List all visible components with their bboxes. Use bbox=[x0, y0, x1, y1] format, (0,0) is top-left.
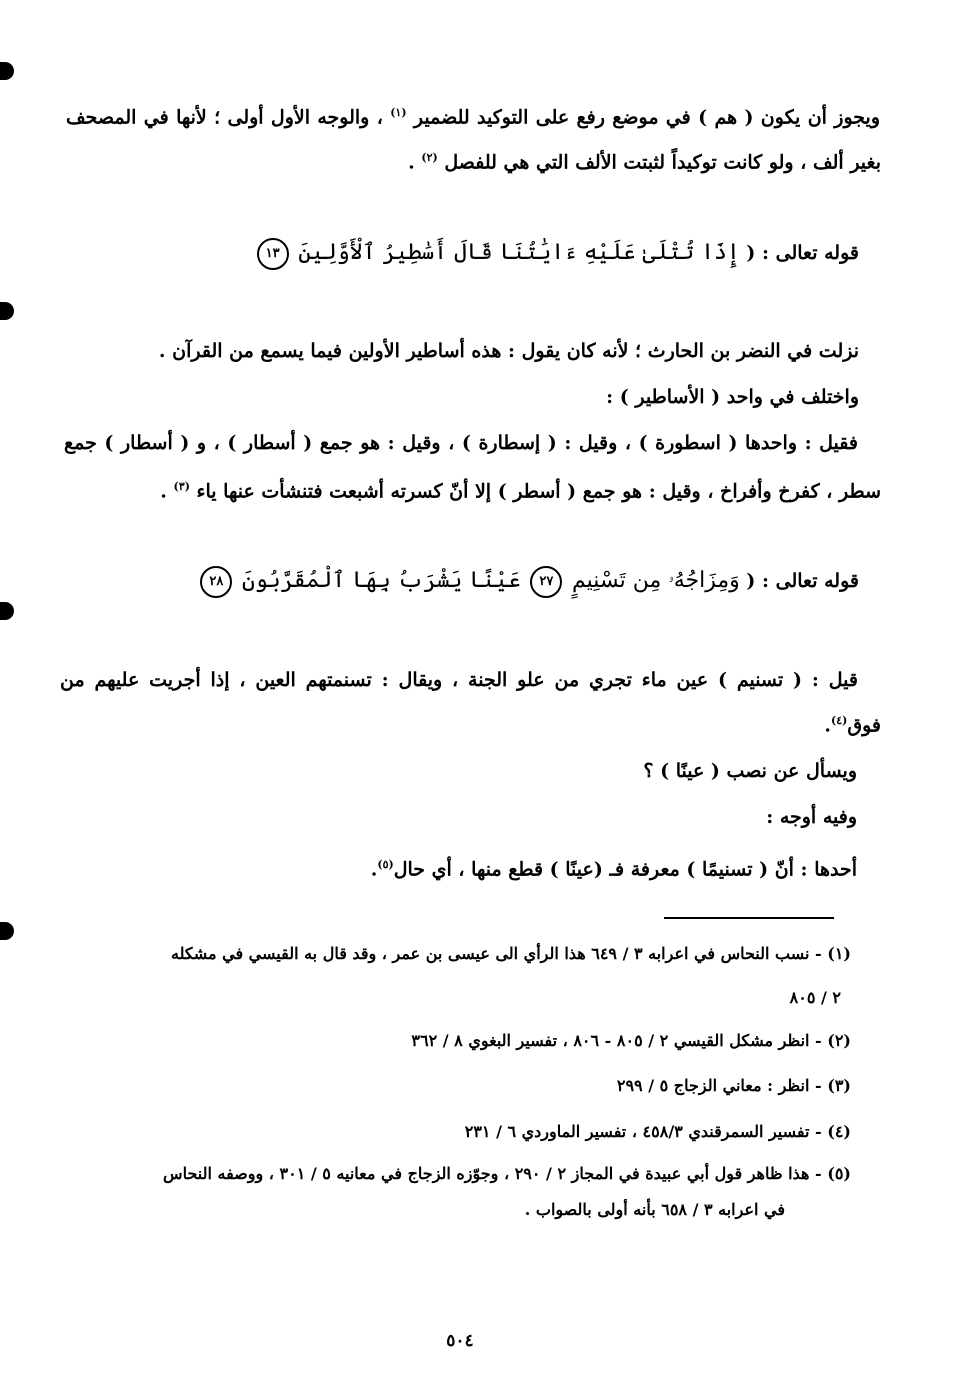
footnote-ref: (١) bbox=[390, 106, 407, 119]
text-line: فقيل : واحدها ( اسطورة ) ، وقيل : ( إسطارة ) ، وقيل : هو جمع ( أسطار ) ، و ( أسطار ) جمع bbox=[64, 432, 858, 454]
footnote bbox=[465, 1118, 851, 1146]
footnote-number: (٣) bbox=[827, 1076, 851, 1095]
punch-hole-mark bbox=[0, 62, 14, 80]
footnote-ref: (٢) bbox=[421, 151, 438, 164]
footnote bbox=[163, 1160, 851, 1188]
text-line: قيل : ( تسنيم ) عين ماء تجري من علو الجنة ، ويقال : تسنمتهم العين ، إذا أجريت عليهم من bbox=[60, 669, 858, 691]
page-number: ٥٠٤ bbox=[446, 1331, 474, 1351]
punch-hole-mark bbox=[0, 602, 14, 620]
ayah-number-marker: ٢٨ bbox=[200, 566, 232, 598]
footnote-number: (٤) bbox=[827, 1122, 851, 1141]
verse-text: إِذَا تُتْلَىٰ عَلَيْهِ ءَايَٰتُنَا قَالَ أَسَٰطِيرُ ٱلْأَوَّلِينَ bbox=[298, 240, 740, 265]
text-line: ويسأل عن نصب ( عينًا ) ؟ bbox=[643, 760, 857, 782]
footnote bbox=[411, 1027, 851, 1055]
footnote-text: - نسب النحاس في اعرابه ٣ / ٦٤٩ هذا الرأي الى عيسى بن عمر ، وقد قال به القيسي في مشكله bbox=[171, 944, 822, 963]
quran-verse-heading: قوله تعالى : ( إِذَا تُتْلَىٰ عَلَيْهِ ءَايَٰتُنَا قَالَ أَسَٰطِيرُ ٱلْأَوَّلِينَ ١٣ bbox=[254, 238, 859, 270]
text-line: أحدها : أنّ ( تسنيمًا ) معرفة فـ (عينًا ) قطع منها ، أي حال$^{(٥)}$. bbox=[370, 858, 857, 881]
text-line: ويجوز أن يكون ( هم ) في موضع رفع على التوكيد للضمير $^{(١)}$ ، والوجه الأول أولى ؛ لأنها في المصحف bbox=[66, 106, 880, 129]
footnote-continuation: ٢ / ٨٠٥ bbox=[789, 988, 841, 1007]
text-line: فوق$^{(٤)}$. bbox=[824, 714, 881, 737]
footnote-text: - هذا ظاهر قول أبي عبيدة في المجاز ٢ / ٢٩٠ ، وجوّزه الزجاج في معانيه ٥ / ٣٠١ ، ووصفه النحاس bbox=[163, 1164, 822, 1183]
text-line: سطر ، كفرخ وأفراخ ، وقيل : هو جمع ( أسطر ) إلا أنّ كسرته أشبعت فتنشأت عنها ياء $^{(٣)}$ . bbox=[160, 480, 881, 503]
footnote-text: - تفسير السمرقندي ٤٥٨/٣ ، تفسير الماوردي ٦ / ٢٣١ bbox=[464, 1122, 822, 1141]
footnote-number: (٢) bbox=[827, 1031, 851, 1050]
text-line: نزلت في النضر بن الحارث ؛ لأنه كان يقول : هذه أساطير الأولين فيما يسمع من القرآن . bbox=[158, 340, 859, 362]
quran-verse-heading: قوله تعالى : ( وَمِزَاجُهُۥ مِن تَسْنِيمٍ ٢٧ عَيْنًا يَشْرَبُ بِهَا ٱلْمُقَرَّبُونَ ٢٨ bbox=[197, 566, 859, 598]
ayah-number-marker: ١٣ bbox=[257, 238, 289, 270]
footnote-text: - انظر : معاني الزجاج ٥ / ٢٩٩ bbox=[616, 1076, 822, 1095]
footnote bbox=[617, 1072, 851, 1100]
text-line: بغير ألف ، ولو كانت توكيداً لثبتت الألف التي هي للفصل $^{(٢)}$ . bbox=[408, 151, 881, 174]
ayah-number-marker: ٢٧ bbox=[530, 566, 562, 598]
verse-text: وَمِزَاجُهُۥ مِن تَسْنِيمٍ bbox=[572, 568, 740, 593]
text-line: واختلف في واحد ( الأساطير ) : bbox=[606, 386, 859, 408]
footnote-ref: (٣) bbox=[173, 480, 190, 493]
punch-hole-mark bbox=[0, 922, 14, 940]
footnote-text: - انظر مشكل القيسي ٢ / ٨٠٥ - ٨٠٦ ، تفسير البغوي ٨ / ٣٦٢ bbox=[411, 1031, 822, 1050]
footnote-ref: (٥) bbox=[377, 858, 394, 871]
footnote-separator bbox=[664, 917, 834, 919]
footnote-continuation: في اعرابه ٣ / ٦٥٨ بأنه أولى بالصواب . bbox=[524, 1200, 785, 1219]
verse-text: عَيْنًا يَشْرَبُ بِهَا ٱلْمُقَرَّبُونَ bbox=[241, 568, 521, 593]
footnote-number: (١) bbox=[827, 944, 851, 963]
punch-hole-mark bbox=[0, 302, 14, 320]
text-line: وفيه أوجه : bbox=[766, 806, 857, 828]
footnote bbox=[171, 940, 851, 968]
footnote-ref: (٤) bbox=[831, 714, 848, 727]
footnote-number: (٥) bbox=[827, 1164, 851, 1183]
